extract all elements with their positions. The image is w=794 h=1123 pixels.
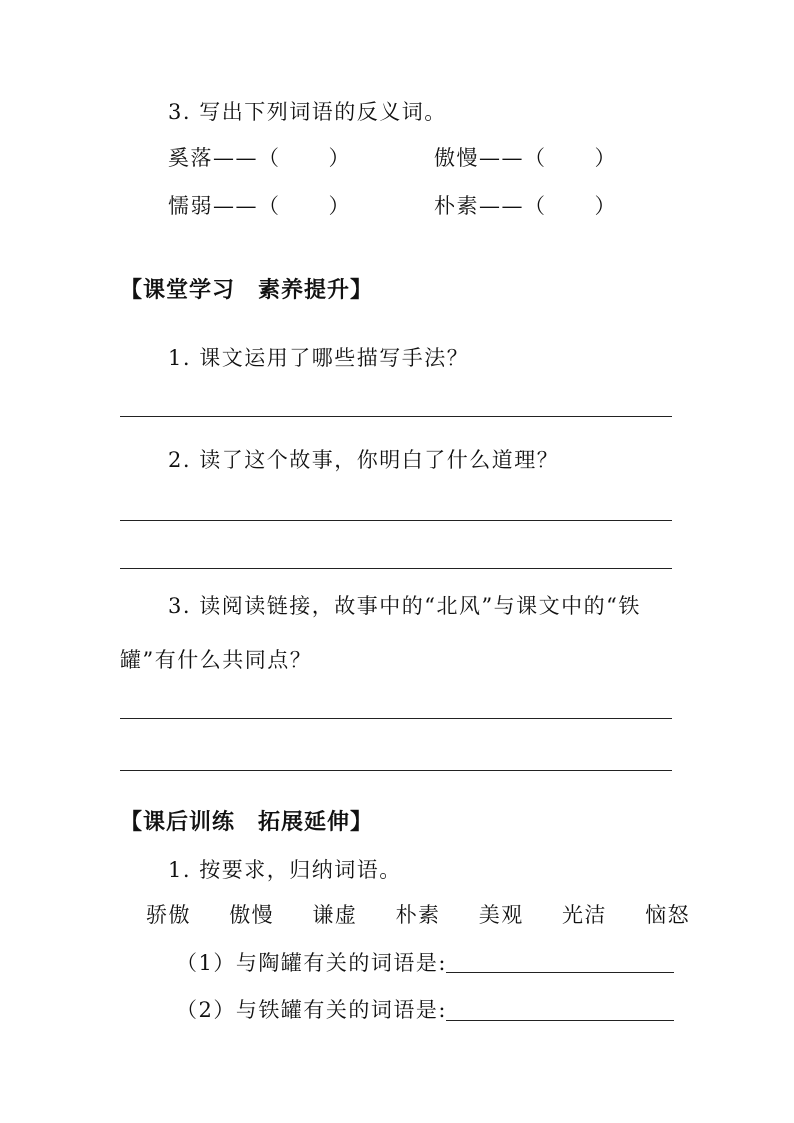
word-bank-item: 恼怒	[645, 903, 691, 927]
word-bank	[146, 905, 720, 926]
antonym-word: 傲慢	[434, 146, 479, 170]
answer-line[interactable]	[446, 1020, 674, 1021]
word-bank-item: 骄傲	[146, 903, 191, 927]
antonym-open-paren: （	[258, 146, 281, 170]
class-question-3-line1: 3. 读阅读链接，故事中的“北风”与课文中的“铁	[168, 594, 641, 618]
word-bank-item: 傲慢	[229, 903, 275, 927]
antonym-open-paren: （	[524, 146, 547, 170]
answer-line[interactable]	[120, 770, 672, 771]
antonym-question: 3. 写出下列词语的反义词。	[168, 100, 447, 124]
answer-line[interactable]	[120, 568, 672, 569]
antonym-word: 朴素	[434, 194, 479, 218]
antonym-item-4	[434, 196, 617, 217]
antonym-item-3	[168, 196, 351, 217]
word-bank-item: 朴素	[395, 903, 441, 927]
antonym-close-paren: ）	[594, 146, 617, 170]
class-question-1: 1. 课文运用了哪些描写手法？	[168, 346, 470, 370]
after-question-1: 1. 按要求，归纳词语。	[168, 858, 402, 882]
sub-question-1: （1）与陶罐有关的词语是:	[176, 951, 447, 975]
antonym-open-paren: （	[524, 194, 547, 218]
class-question-2: 2. 读了这个故事，你明白了什么道理？	[168, 448, 560, 472]
antonym-dash: ——	[479, 194, 524, 218]
antonym-item-2	[434, 148, 617, 169]
antonym-dash: ——	[213, 194, 258, 218]
antonym-close-paren: ）	[594, 194, 617, 218]
antonym-close-paren: ）	[328, 146, 351, 170]
answer-line[interactable]	[120, 416, 672, 417]
antonym-dash: ——	[479, 146, 524, 170]
after-section-heading: 【课后训练 拓展延伸】	[120, 810, 374, 835]
sub-question-2: （2）与铁罐有关的词语是:	[176, 998, 447, 1022]
word-bank-item: 谦虚	[312, 903, 358, 927]
class-question-3-line2: 罐”有什么共同点？	[120, 648, 313, 672]
antonym-open-paren: （	[258, 194, 281, 218]
answer-line[interactable]	[120, 520, 672, 521]
antonym-word: 奚落	[168, 146, 213, 170]
answer-line[interactable]	[446, 972, 674, 973]
antonym-close-paren: ）	[328, 194, 351, 218]
word-bank-item: 光洁	[561, 903, 607, 927]
word-bank-item: 美观	[478, 903, 524, 927]
antonym-dash: ——	[213, 146, 258, 170]
antonym-item-1	[168, 148, 351, 169]
antonym-word: 懦弱	[168, 194, 213, 218]
class-section-heading: 【课堂学习 素养提升】	[120, 278, 374, 303]
answer-line[interactable]	[120, 718, 672, 719]
